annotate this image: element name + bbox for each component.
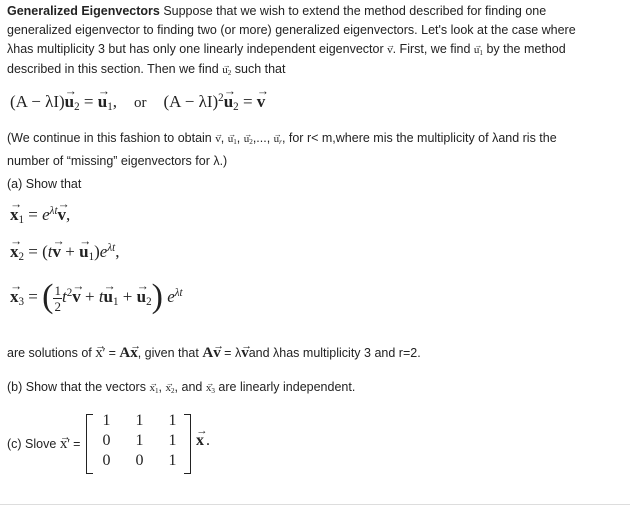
vector-v-inline: → v [387,41,393,60]
coefficient-matrix: 1 1 1 0 1 1 0 0 1 → x . [80,412,210,474]
part-b: (b) Show that the vectors → $x_1$, → $x_2$, and → $x_3$ are linearly independent. [7,378,355,401]
intro-heading: Generalized Eigenvectors [7,4,160,18]
part-c-label: (c) Slove → x′ = [7,435,80,454]
matrix-row: 0 0 1 [102,452,177,469]
continue-note: (We continue in this fashion to obtain → v, → $u_1$, → $u_2$,..., → $u_r$, for r< m,where mis the multiplicity of λand ris the number of “missing” eigenvectors for λ.) [7,129,627,171]
matrix-right-bracket [184,414,191,474]
intro-line1: Suppose that we wish to extend the method described for finding one [159,4,547,18]
matrix-grid [90,412,190,472]
intro-paragraph [7,2,627,63]
matrix-row: 0 1 1 [102,432,177,449]
intro-line3b: . First, we find [392,42,471,56]
part-a-label: (a) Show that [7,177,82,191]
divider [0,504,630,505]
equation-generalized: $(A - \lambda I)\to u_2$ = → $u_1$, or $(A - \lambda I)^2\to u_2$ = → v [10,92,265,113]
part-a-solutions: are solutions of → x′ = A→ x, given that A→ v = λ→ vand λhas multiplicity 3 and r=2. [7,344,421,363]
equation-x2: → $x_2 = (t\to v$ + → $u_1)e^{\lambda t}$, [10,242,119,263]
vector-u2-inline: → $u_2$ [222,61,231,83]
vector-u1-inline: → $u_1$ [474,41,483,63]
intro-line2: generalized eigenvector to finding two (or more) generalized eigenvectors. Let's look at the case where [7,23,576,37]
equation-x1: → $x_1 = e^{\lambda t}\to v$, [10,205,70,226]
intro-line3a: λhas multiplicity 3 but has only one linearly independent eigenvector [7,42,384,56]
intro-line3c: by the method [486,42,566,56]
equation-x3: → $x_3$ = ( $\frac{1}{2}$ $t^2\to v + t\to u_1$ + → $u_2$) $e^{\lambda t}$ [10,278,183,316]
intro-line4: described in this section. Then we find → $u_2$ such that [7,60,285,83]
matrix-row: 1 1 1 [102,412,177,429]
matrix-vector-x: → x [196,432,204,450]
